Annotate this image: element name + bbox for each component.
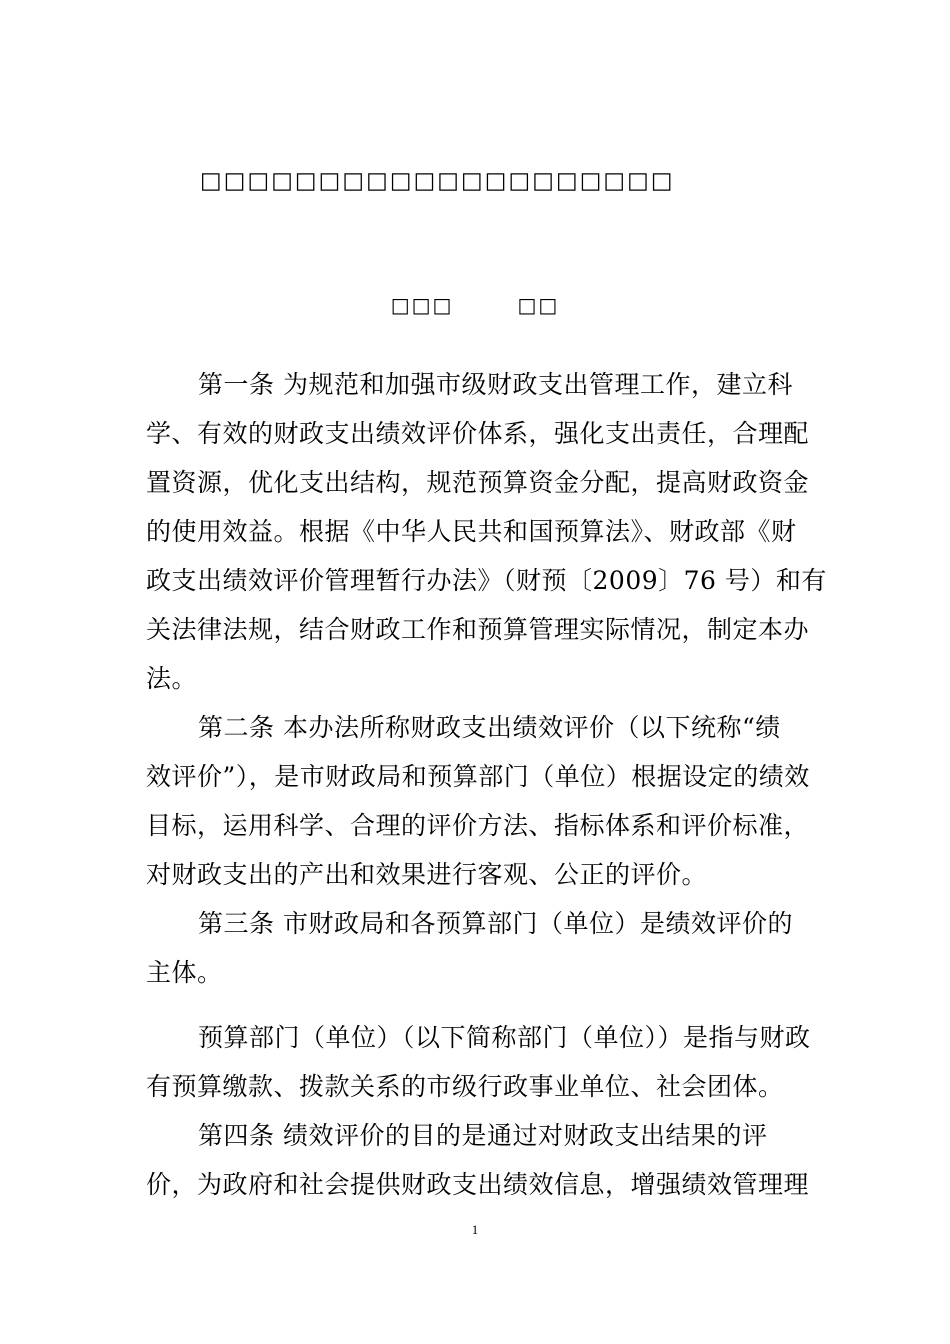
page-number: 1 (471, 1222, 479, 1237)
paragraph-line: 主体。 (146, 958, 223, 987)
article-paragraph (146, 703, 810, 899)
paragraph-line: 法。 (146, 664, 198, 693)
paragraph-line: 关法律法规，结合财政工作和预算管理实际情况，制定本办 (146, 615, 810, 644)
paragraph-line: 有预算缴款、拨款关系的市级行政事业单位、社会团体。 (146, 1072, 784, 1101)
paragraph-line: 对财政支出的产出和效果进行客观、公正的评价。 (146, 860, 708, 889)
paragraph-line: 置资源，优化支出结构，规范预算资金分配，提高财政资金 (146, 468, 810, 497)
paragraph-line: 第三条 市财政局和各预算部门（单位）是绩效评价的 (198, 909, 793, 938)
article-paragraph (146, 360, 827, 703)
paragraph-line: 预算部门（单位）（以下简称部门（单位））是指与财政 (198, 1023, 811, 1052)
document-title: □□□□□□□□□□□□□□□□□□□□ (200, 168, 675, 194)
paragraph-line: 第二条 本办法所称财政支出绩效评价（以下统称“绩 (198, 713, 781, 742)
paragraph-line: 的使用效益。根据《中华人民共和国预算法》、财政部《财 (146, 517, 797, 546)
paragraph-line: 政支出绩效评价管理暂行办法》（财预〔2009〕76 号）和有 (146, 566, 827, 595)
paragraph-line: 效评价”），是市财政局和预算部门（单位）根据设定的绩效 (146, 762, 810, 791)
article-paragraph (146, 899, 806, 997)
document-body (146, 360, 827, 1209)
article-paragraph (146, 1111, 810, 1209)
paragraph-line: 第一条 为规范和加强市级财政支出管理工作，建立科 (198, 370, 793, 399)
chapter-name: □□ (517, 293, 560, 317)
paragraph-line: 学、有效的财政支出绩效评价体系，强化支出责任，合理配 (146, 419, 810, 448)
chapter-label: □□□ (390, 293, 454, 317)
paragraph-line: 目标，运用科学、合理的评价方法、指标体系和评价标准， (146, 811, 810, 840)
paragraph-line: 第四条 绩效评价的目的是通过对财政支出结果的评 (198, 1121, 768, 1150)
paragraph-line: 价，为政府和社会提供财政支出绩效信息，增强绩效管理理 (146, 1170, 810, 1199)
chapter-heading (0, 293, 950, 317)
article-paragraph (146, 1013, 811, 1111)
